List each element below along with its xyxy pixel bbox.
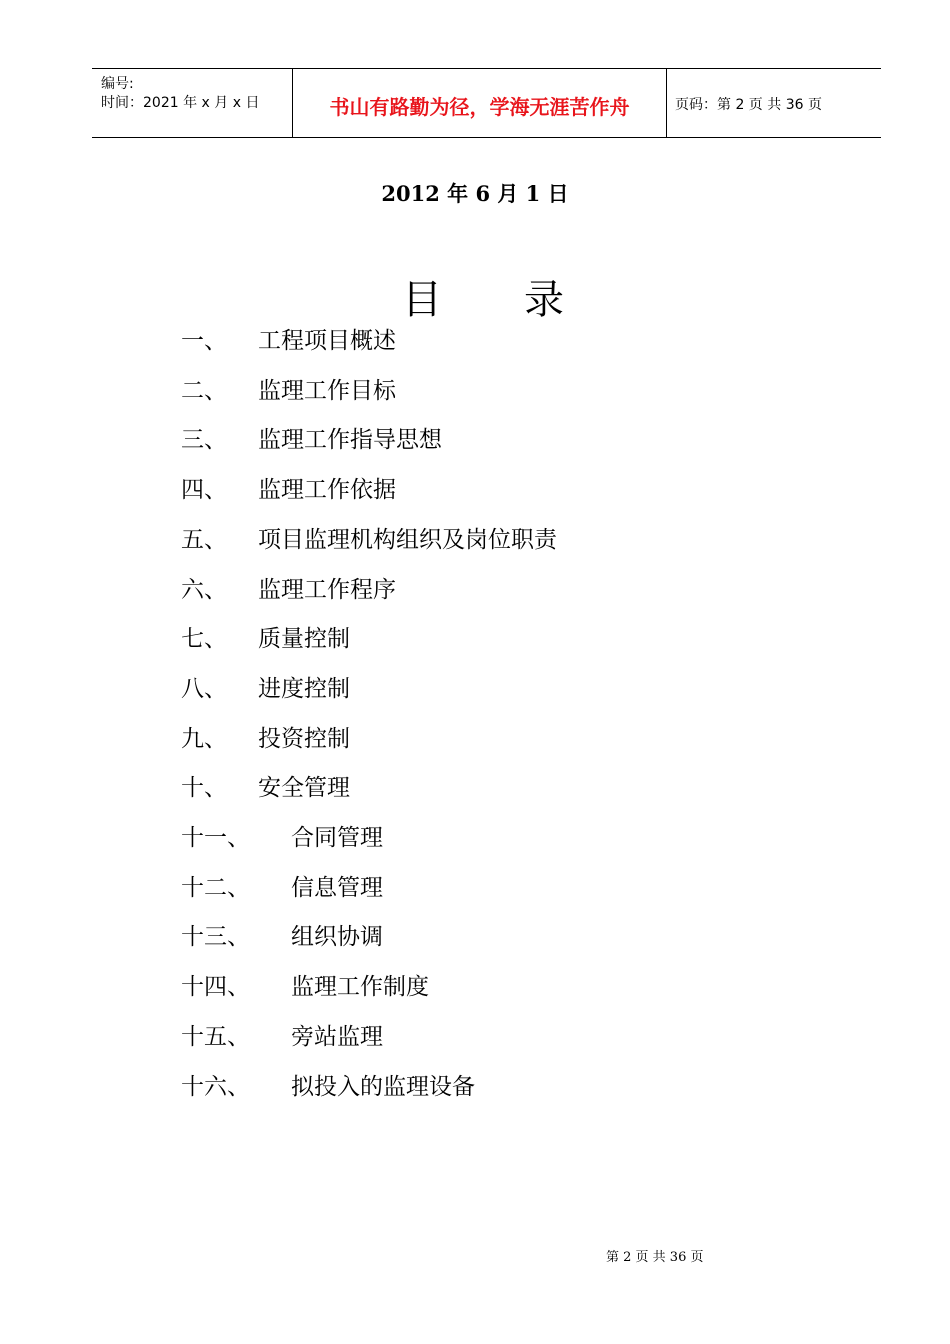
toc-item <box>0 869 950 905</box>
toc-item-text: 信息管理 <box>291 874 383 901</box>
toc-item <box>0 918 950 954</box>
toc-title-part1: 目 <box>402 277 442 323</box>
header-meta-cell <box>92 69 292 137</box>
toc-item-text: 工程项目概述 <box>258 328 396 354</box>
toc-item-number: 七、 <box>181 626 227 653</box>
toc-item-text: 质量控制 <box>258 626 350 653</box>
toc-item <box>0 620 950 656</box>
toc-item-number: 十、 <box>181 775 227 802</box>
toc-item-text: 组织协调 <box>291 924 383 951</box>
toc-item-text: 旁站监理 <box>291 1023 383 1050</box>
toc-item <box>0 571 950 607</box>
toc-item <box>0 1018 950 1054</box>
document-date: 2012 年 6 月 1 日 <box>381 181 569 206</box>
toc-item <box>0 421 950 457</box>
toc-item-text: 监理工作依据 <box>258 477 396 504</box>
page-header <box>92 68 881 138</box>
toc-item <box>0 372 950 408</box>
toc-item-number: 九、 <box>181 725 227 752</box>
toc-item-text: 投资控制 <box>258 725 350 752</box>
toc-title-part2: 录 <box>524 277 564 323</box>
toc-item <box>0 521 950 557</box>
toc-item <box>0 720 950 756</box>
code-label: 编号: <box>101 76 134 92</box>
toc-item-text: 拟投入的监理设备 <box>291 1073 475 1100</box>
toc-item <box>0 819 950 855</box>
toc-item-number: 十三、 <box>181 924 250 951</box>
toc-item-text: 监理工作制度 <box>291 974 429 1001</box>
toc-item-text: 项目监理机构组织及岗位职责 <box>258 526 557 553</box>
toc-item-number: 四、 <box>181 477 227 504</box>
toc-item-number: 六、 <box>181 576 227 603</box>
toc-item <box>0 769 950 805</box>
toc-item <box>0 471 950 507</box>
header-motto-cell <box>292 69 667 137</box>
toc-item-number: 二、 <box>181 377 227 404</box>
time-label: 时间：2021 年 x 月 x 日 <box>101 95 260 111</box>
toc-item <box>0 1068 950 1104</box>
toc-item-number: 三、 <box>181 427 227 454</box>
header-page-cell <box>666 69 881 137</box>
page-footer: 第 2 页 共 36 页 <box>606 1250 704 1265</box>
toc-item-text: 进度控制 <box>258 675 350 702</box>
toc-item-number: 十一、 <box>181 825 250 851</box>
toc-item <box>0 670 950 706</box>
page-info: 页码：第 2 页 共 36 页 <box>675 97 822 113</box>
toc-item-text: 安全管理 <box>258 775 350 802</box>
toc-item-number: 一、 <box>181 328 227 354</box>
toc-item-text: 监理工作程序 <box>258 576 396 603</box>
toc-item-number: 五、 <box>181 526 227 553</box>
toc-item-text: 监理工作指导思想 <box>258 427 442 454</box>
toc-item-text: 监理工作目标 <box>258 377 396 404</box>
toc-item-number: 八、 <box>181 675 227 702</box>
toc-item-number: 十二、 <box>181 874 250 901</box>
toc-title <box>402 268 582 323</box>
toc-item <box>0 968 950 1004</box>
toc-item-number: 十四、 <box>181 974 250 1001</box>
toc-item <box>0 322 950 358</box>
toc-item-number: 十六、 <box>181 1073 250 1100</box>
motto-text: 书山有路勤为径，学海无涯苦作舟 <box>329 95 630 119</box>
toc-item-text: 合同管理 <box>291 825 383 851</box>
toc-item-number: 十五、 <box>181 1023 250 1050</box>
